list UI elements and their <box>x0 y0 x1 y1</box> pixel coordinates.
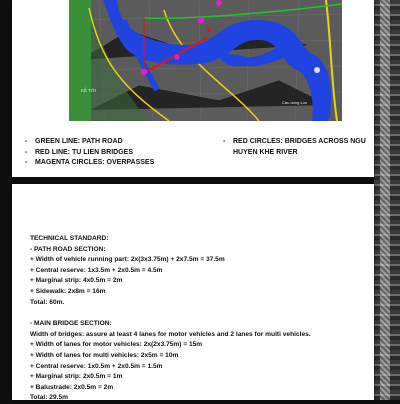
technical-standard-text <box>30 234 370 404</box>
path-road-item: + Central reserve: 1x3.5m + 2x0.5m = 4.5m <box>30 266 163 274</box>
map-label-ward: Cau dong Luu <box>282 100 308 105</box>
path-road-item: + Marginal strip: 4x0.5m = 2m <box>30 277 123 285</box>
path-road-item: + Width of vehicle running part: 2x(3x3.75m) + 2x7.5m = 37.5m <box>30 256 225 264</box>
location-pin-icon <box>314 67 320 73</box>
legend-red-circles: - RED CIRCLES: BRIDGES ACROSS NGU HUYEN KHE RIVER <box>222 137 372 158</box>
main-bridge-item: + Width of lanes for motor vehicles: 2x(2x3.75m) = 15m <box>30 341 203 349</box>
slide-page-map <box>12 0 374 177</box>
main-bridge-total: Total: 29.5m <box>30 394 68 402</box>
legend-green-line: - GREEN LINE: PATH ROAD <box>24 137 154 148</box>
path-road-item: + Sidewalk: 2x8m = 16m <box>30 287 106 295</box>
legend-red-line: - RED LINE: TU LIEN BRIDGES <box>24 148 154 159</box>
overpass-marker <box>216 0 222 6</box>
main-bridge-item: + Marginal strip: 2x0.5m = 1m <box>30 373 123 381</box>
bridge-marker <box>207 28 211 32</box>
slide-page-technical <box>12 184 374 400</box>
main-bridge-item: + Width of lanes for multi vehicles: 2x5m = 10m <box>30 351 179 359</box>
main-bridge-item: + Balustrade: 2x0.5m = 2m <box>30 383 114 391</box>
map-legend-right <box>222 137 372 158</box>
route-map <box>69 0 342 121</box>
main-bridge-intro: Width of bridges: assure at least 4 lanes for motor vehicles and 2 lanes for multi vehicles. <box>30 330 311 338</box>
main-bridge-item: + Central reserve: 1x0.5m + 2x0.5m = 1.5m <box>30 362 163 370</box>
page-edge-strip <box>374 0 400 400</box>
path-road-total: Total: 60m. <box>30 298 65 306</box>
main-bridge-heading: - MAIN BRIDGE SECTION: <box>30 320 112 328</box>
overpass-marker <box>198 17 204 23</box>
map-label-ke-toi: KẺ TỚI <box>81 88 97 93</box>
legend-magenta-circles: - MAGENTA CIRCLES: OVERPASSES <box>24 158 154 169</box>
map-legend <box>24 137 154 169</box>
overpass-marker <box>141 69 147 75</box>
overpass-marker <box>174 54 179 59</box>
technical-title: TECHNICAL STANDARD: <box>30 235 109 242</box>
path-road-heading: - PATH ROAD SECTION: <box>30 245 106 253</box>
